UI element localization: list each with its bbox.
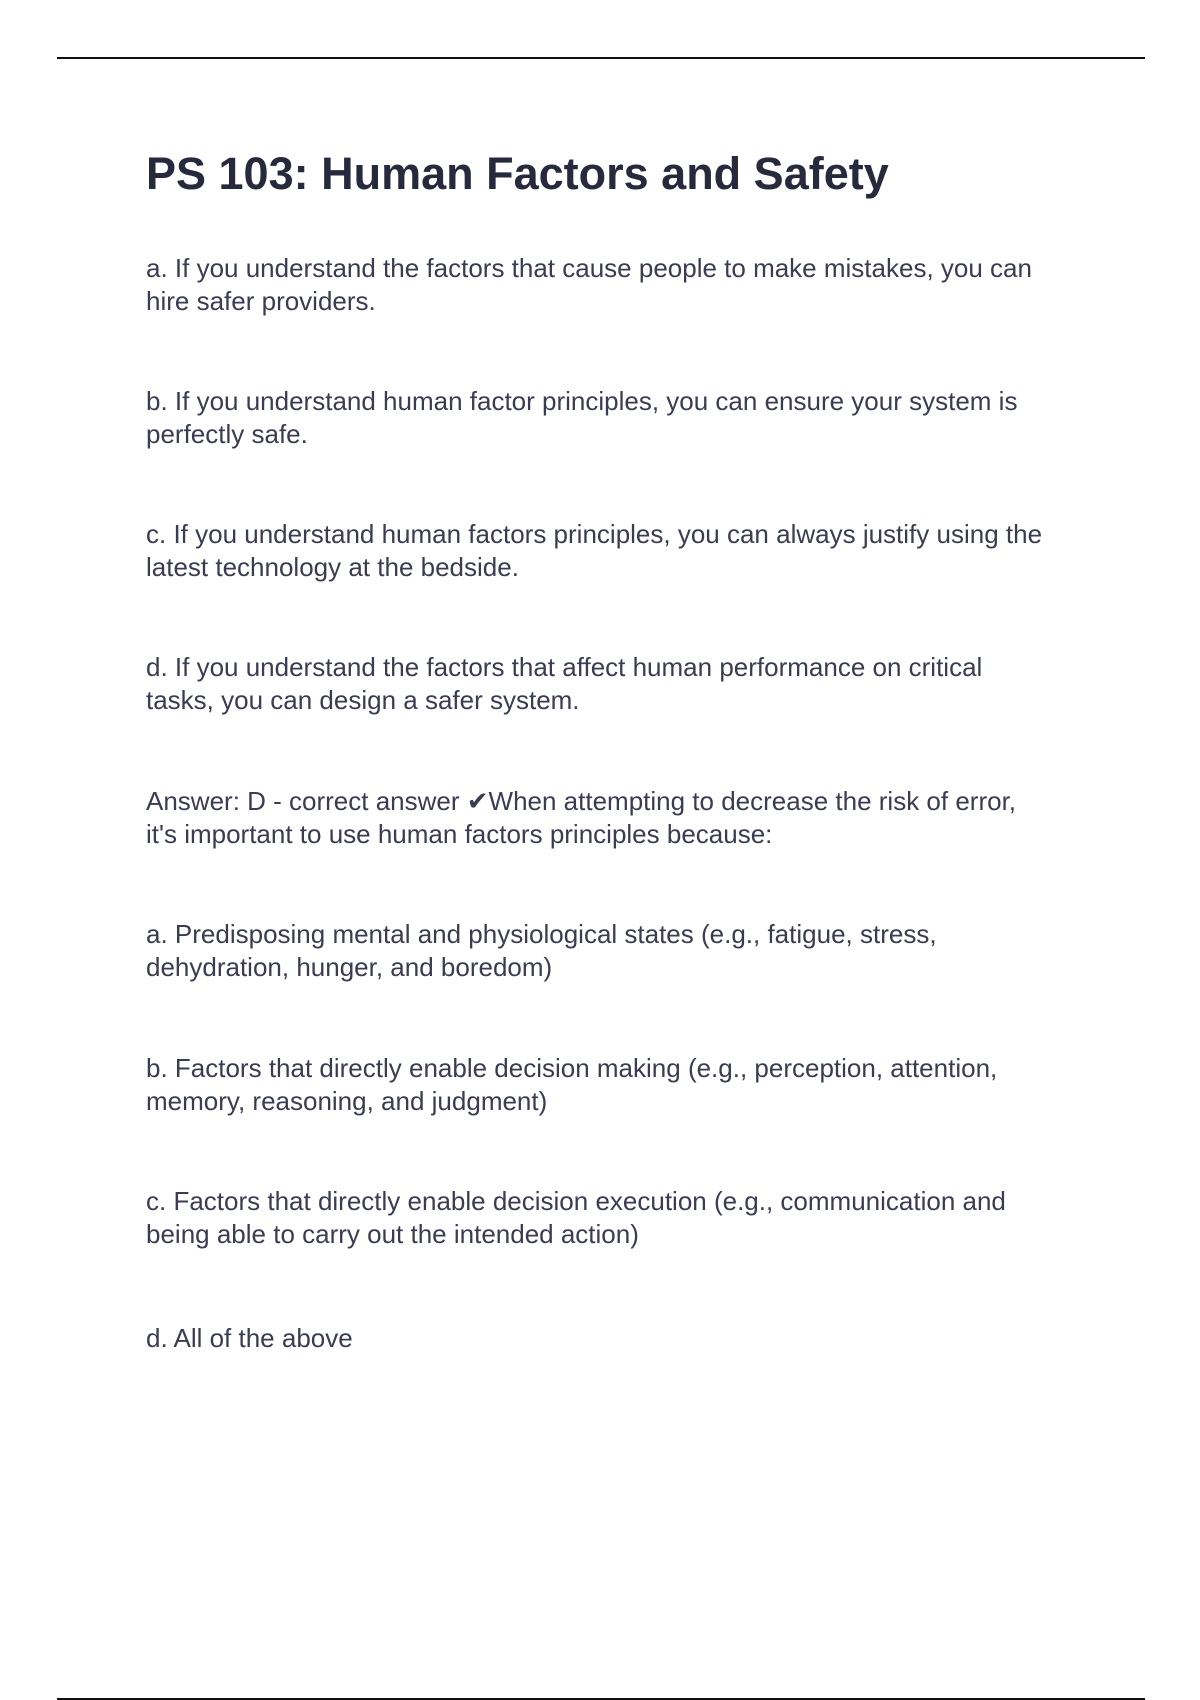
paragraph-option-c-2 <box>146 1185 1096 1251</box>
paragraph-line: d. If you understand the factors that affect human performance on critical <box>146 652 983 682</box>
paragraph-line: c. If you understand human factors principles, you can always justify using the <box>146 519 1043 549</box>
paragraph-line: hire safer providers. <box>146 286 376 316</box>
paragraph-line: perfectly safe. <box>146 419 308 449</box>
paragraph-option-b-2 <box>146 1052 1096 1118</box>
paragraph-line: tasks, you can design a safer system. <box>146 685 580 715</box>
paragraph-option-a <box>146 252 1096 318</box>
paragraph-line: memory, reasoning, and judgment) <box>146 1086 548 1116</box>
top-rule <box>57 57 1145 59</box>
paragraph-option-d-2 <box>146 1322 1096 1355</box>
paragraph-line: a. If you understand the factors that cause people to make mistakes, you can <box>146 253 1032 283</box>
paragraph-option-a-2 <box>146 918 1096 984</box>
paragraph-option-c <box>146 518 1096 584</box>
paragraph-line: being able to carry out the intended action) <box>146 1219 639 1249</box>
paragraph-option-b <box>146 385 1096 451</box>
paragraph-line: latest technology at the bedside. <box>146 552 519 582</box>
paragraph-option-d <box>146 651 1096 717</box>
paragraph-line: b. If you understand human factor principles, you can ensure your system is <box>146 386 1018 416</box>
paragraph-line: b. Factors that directly enable decision making (e.g., perception, attention, <box>146 1053 998 1083</box>
page-title: PS 103: Human Factors and Safety <box>146 148 889 199</box>
paragraph-line: d. All of the above <box>146 1323 353 1353</box>
paragraph-line: dehydration, hunger, and boredom) <box>146 952 553 982</box>
paragraph-line: it's important to use human factors principles because: <box>146 819 773 849</box>
paragraph-answer <box>146 785 1096 851</box>
paragraph-line: c. Factors that directly enable decision execution (e.g., communication and <box>146 1186 1006 1216</box>
paragraph-line: a. Predisposing mental and physiological states (e.g., fatigue, stress, <box>146 919 937 949</box>
paragraph-line: Answer: D - correct answer ✔When attempting to decrease the risk of error, <box>146 786 1017 816</box>
